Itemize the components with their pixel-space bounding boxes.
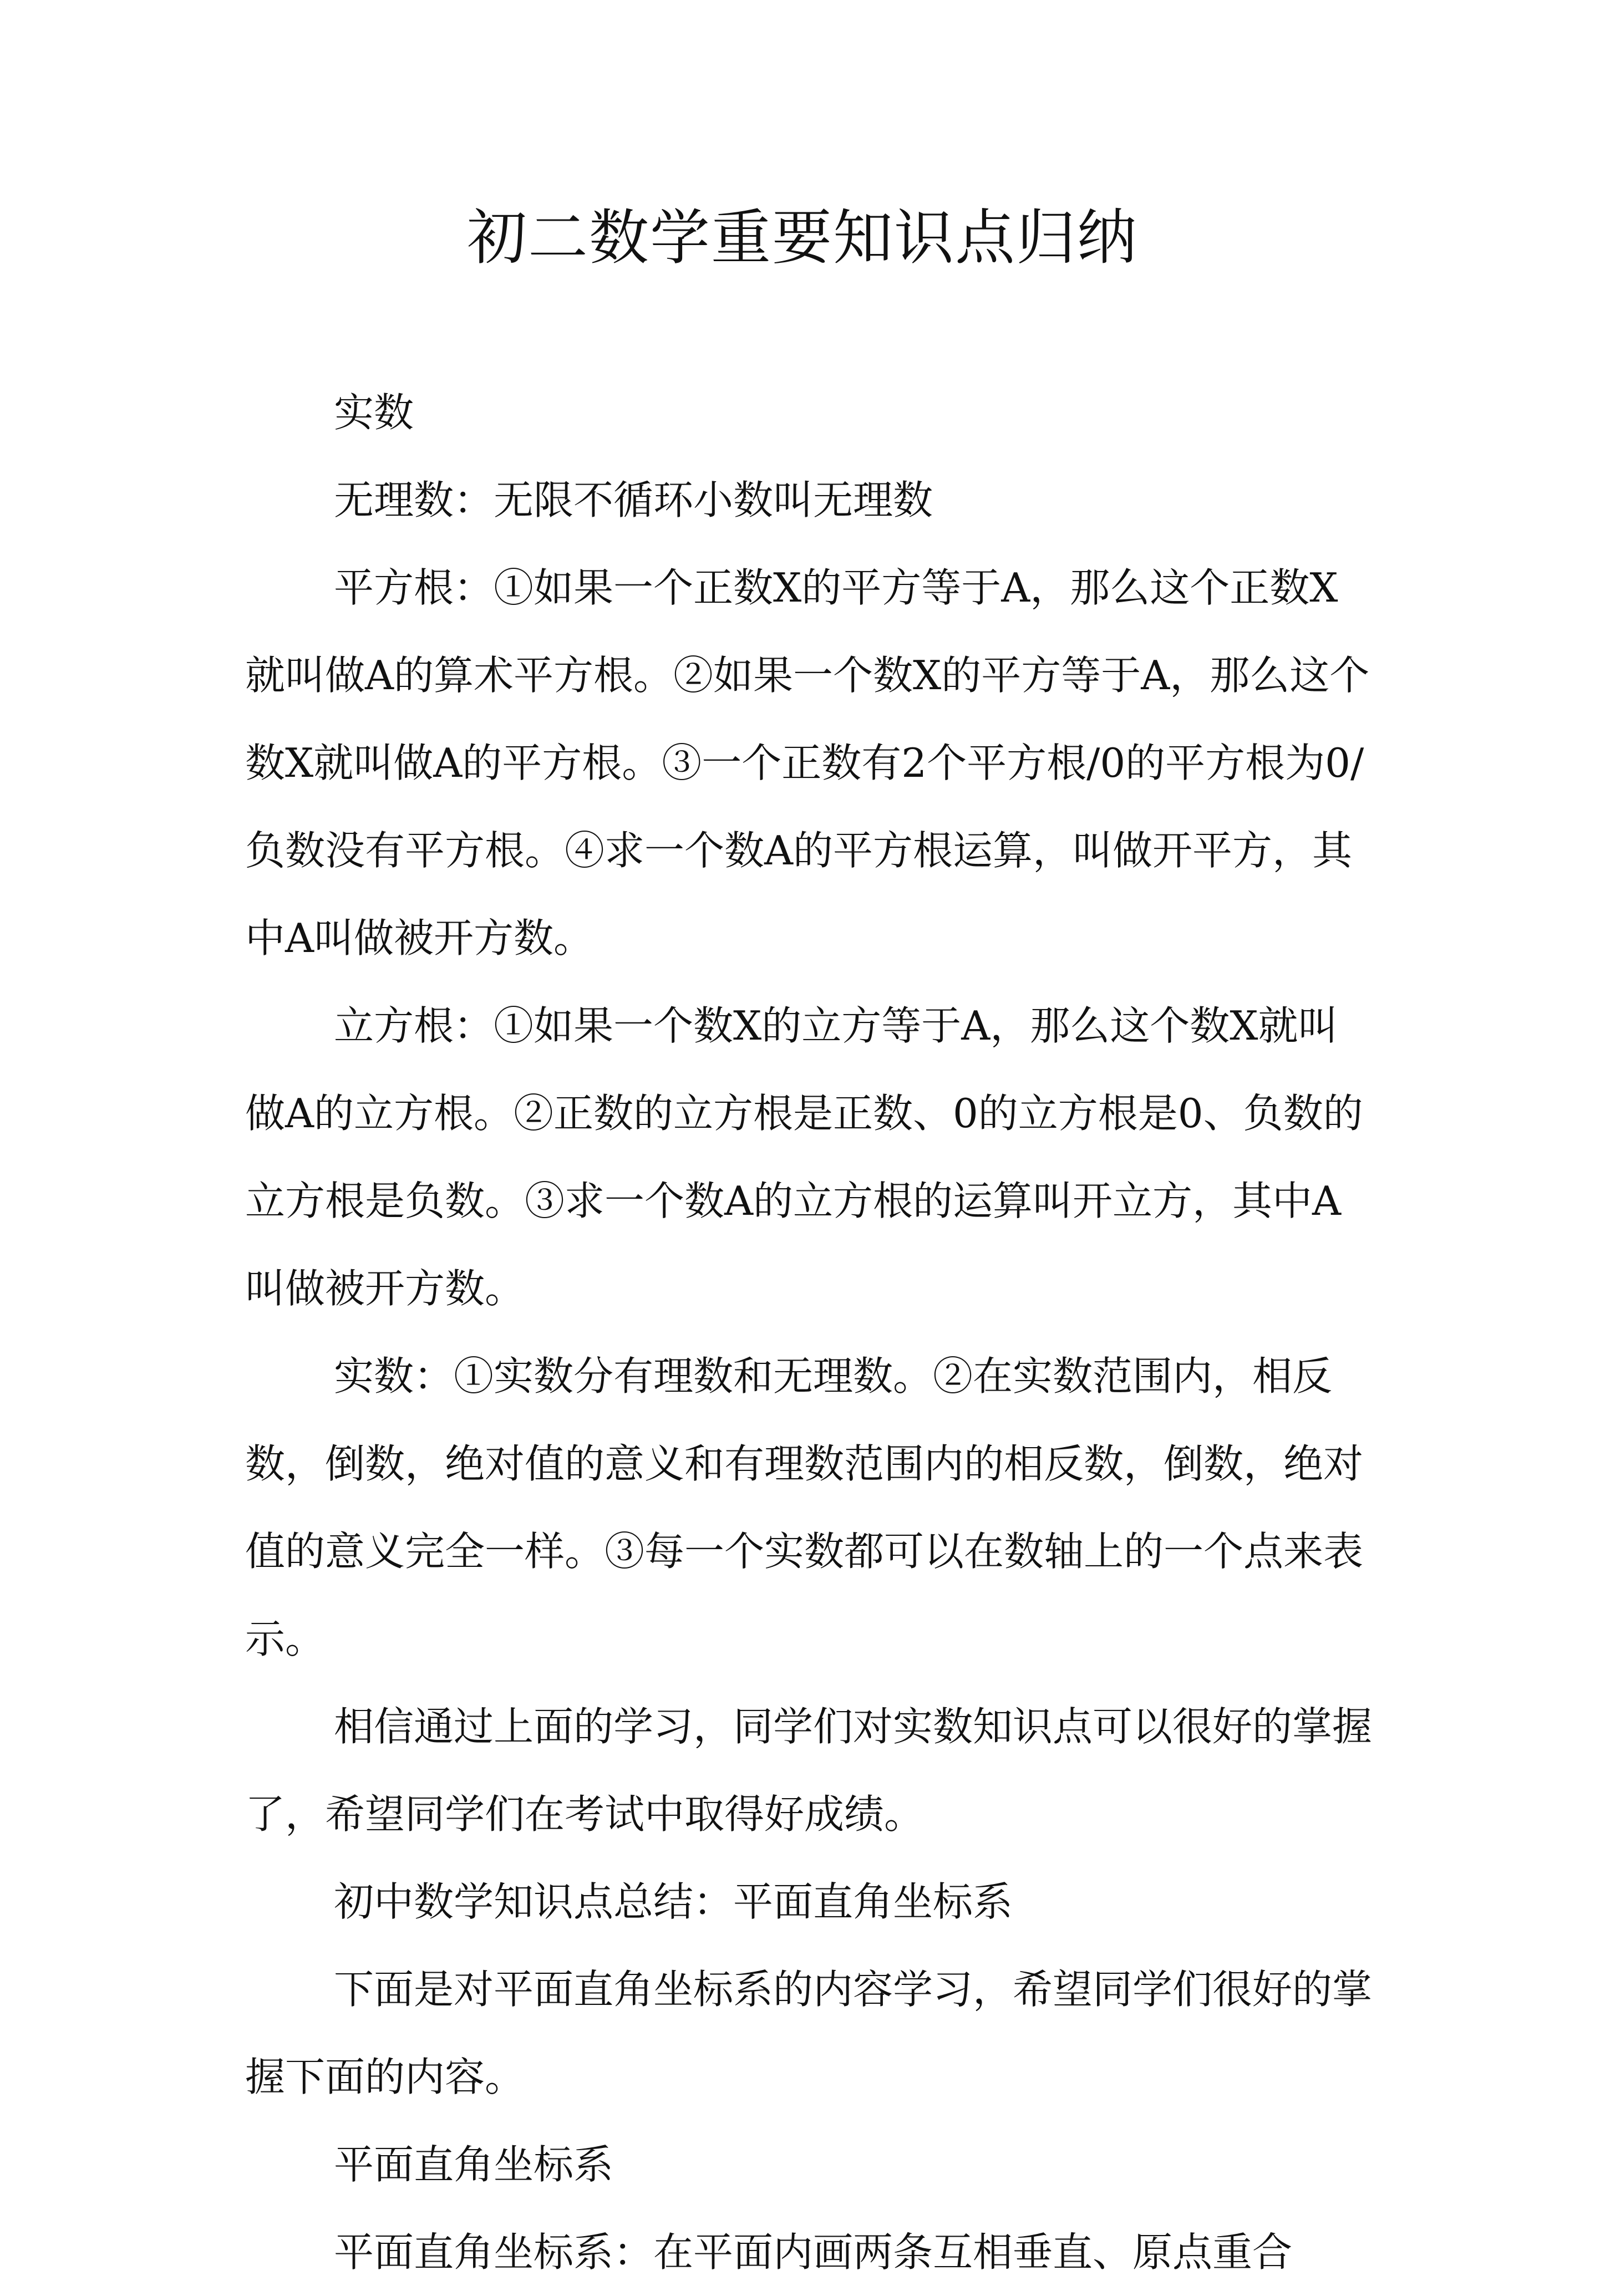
paragraph-real-numbers-definition: 实数：①实数分有理数和无理数。②在实数范围内，相反数，倒数，绝对值的意义和有理数范围内的相反数，倒数，绝对值的意义完全一样。③每一个实数都可以在数轴上的一个点来表示。 xyxy=(245,1353,1364,1662)
paragraph-section-real-numbers: 实数 xyxy=(334,389,414,436)
document-title: 初二数学重要知识点归纳 xyxy=(466,203,1138,273)
paragraph-cube-root: 立方根：①如果一个数X的立方等于A，那么这个数X就叫做A的立方根。②正数的立方根是正数、0的立方根是0、负数的立方根是负数。③求一个数A的立方根的运算叫开立方，其中A叫做被开方数。 xyxy=(245,1002,1363,1312)
paragraph-irrational-numbers: 无理数：无限不循环小数叫无理数 xyxy=(334,477,933,523)
document-body xyxy=(245,369,1372,2296)
paragraph-encouragement: 相信通过上面的学习，同学们对实数知识点可以很好的掌握了，希望同学们在考试中取得好成绩。 xyxy=(245,1703,1373,1837)
paragraph-coordinate-intro: 下面是对平面直角坐标系的内容学习，希望同学们很好的掌握下面的内容。 xyxy=(245,1966,1373,2100)
paragraph-section-coordinate-system: 平面直角坐标系 xyxy=(334,2141,614,2188)
paragraph-coordinate-definition: 平面直角坐标系：在平面内画两条互相垂直、原点重合 xyxy=(334,2229,1293,2275)
paragraph-square-root: 平方根：①如果一个正数X的平方等于A，那么这个正数X就叫做A的算术平方根。②如果一个数X的平方等于A，那么这个数X就叫做A的平方根。③一个正数有2个平方根/0的平方根为0/负数没有平方根。④求一个数A的平方根运算，叫做开平方，其中A叫做被开方数。 xyxy=(245,564,1370,961)
paragraph-coordinate-summary-heading: 初中数学知识点总结：平面直角坐标系 xyxy=(334,1878,1013,1925)
